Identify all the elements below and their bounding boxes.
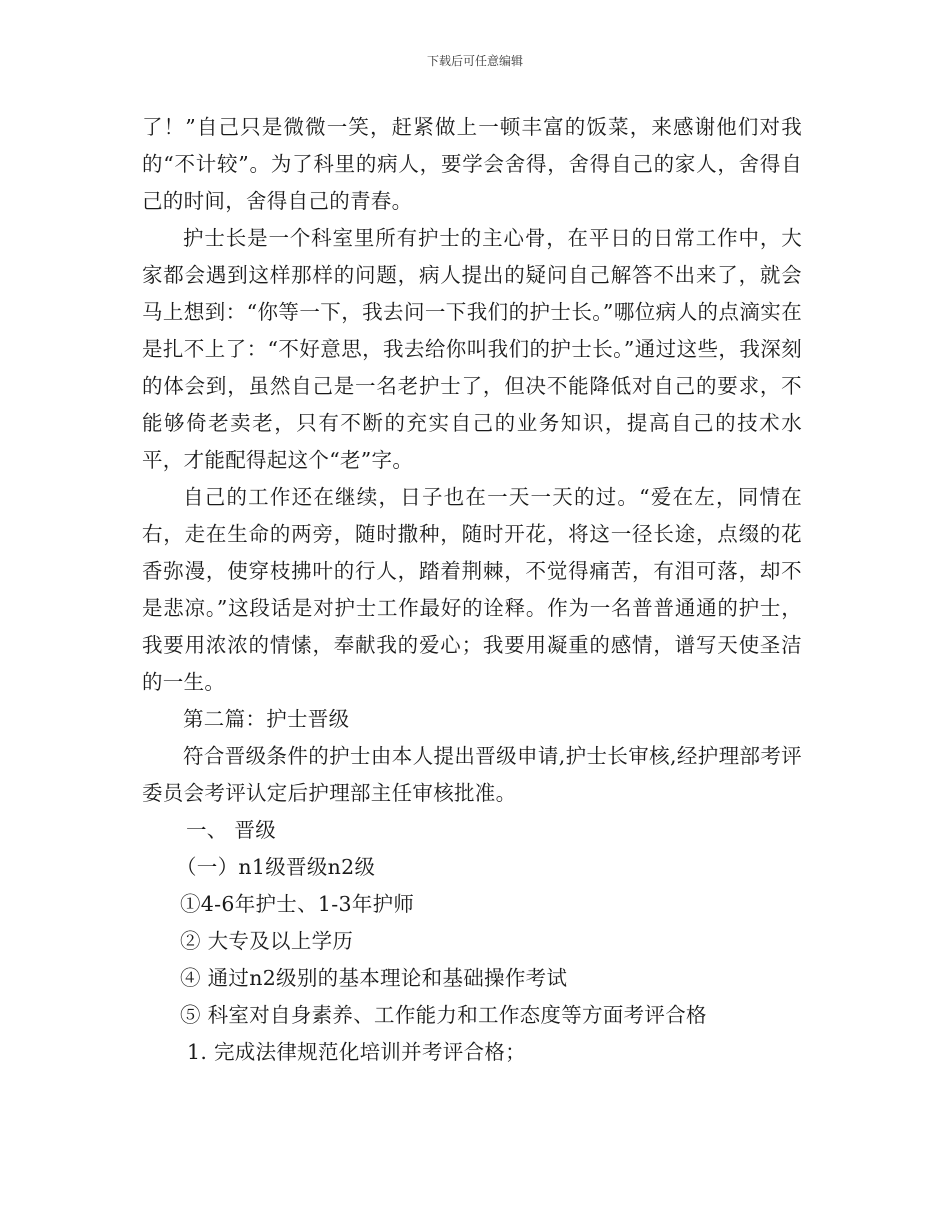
paragraph-promotion-conditions: 符合晋级条件的护士由本人提出晋级申请,护士长审核,经护理部考评委员会考评认定后护理部主任审核批准。 bbox=[142, 744, 802, 805]
list-subheading-n1-to-n2: （一）n1级晋级n2级 bbox=[176, 855, 376, 879]
paragraph-work-continues: 自己的工作还在继续，日子也在一天一天的过。“爱在左，同情在右，走在生命的两旁，随时撒种，随时开花，将这一径长途，点缀的花香弥漫，使穿枝拂叶的行人，踏着荆棘，不觉得痛苦，有泪可落，却不是悲凉。”这段话是对护士工作最好的诠释。作为一名普普通通的护士，我要用浓浓的情愫，奉献我的爱心；我要用凝重的感情，谱写天使圣洁的一生。 bbox=[142, 485, 802, 694]
list-heading-promotion: 一、 晋级 bbox=[186, 818, 277, 842]
paragraph-head-nurse: 护士长是一个科室里所有护士的主心骨，在平日的日常工作中，大家都会遇到这样那样的问题，病人提出的疑问自己解答不出来了，就会马上想到：“你等一下，我去问一下我们的护士长。”哪位病人的点滴实在是扎不上了：“不好意思，我去给你叫我们的护士长。”通过这些，我深刻的体会到，虽然自己是一名老护士了，但决不能降低对自己的要求，不能够倚老卖老，只有不断的充实自己的业务知识，提高自己的技术水平，才能配得起这个“老”字。 bbox=[142, 226, 802, 472]
list-item-evaluation: ⑤ 科室对自身素养、工作能力和工作态度等方面考评合格 bbox=[180, 1003, 707, 1027]
list-item-legal-training: 1. 完成法律规范化培训并考评合格； bbox=[187, 1040, 526, 1064]
document-body bbox=[142, 109, 802, 1071]
list-item-exam: ④ 通过n2级别的基本理论和基础操作考试 bbox=[180, 966, 568, 990]
list-item-education: ② 大专及以上学历 bbox=[180, 929, 354, 953]
page-header-note: 下载后可任意编辑 bbox=[426, 54, 523, 68]
paragraph-continuation: 了！”自己只是微微一笑，赶紧做上一顿丰富的饭菜，来感谢他们对我的“不计较”。为了科里的病人，要学会舍得，舍得自己的家人，舍得自己的时间，舍得自己的青春。 bbox=[142, 115, 802, 213]
list-item-years: ①4-6年护士、1-3年护师 bbox=[180, 892, 415, 916]
section-heading-nurse-promotion: 第二篇：护士晋级 bbox=[183, 707, 350, 731]
